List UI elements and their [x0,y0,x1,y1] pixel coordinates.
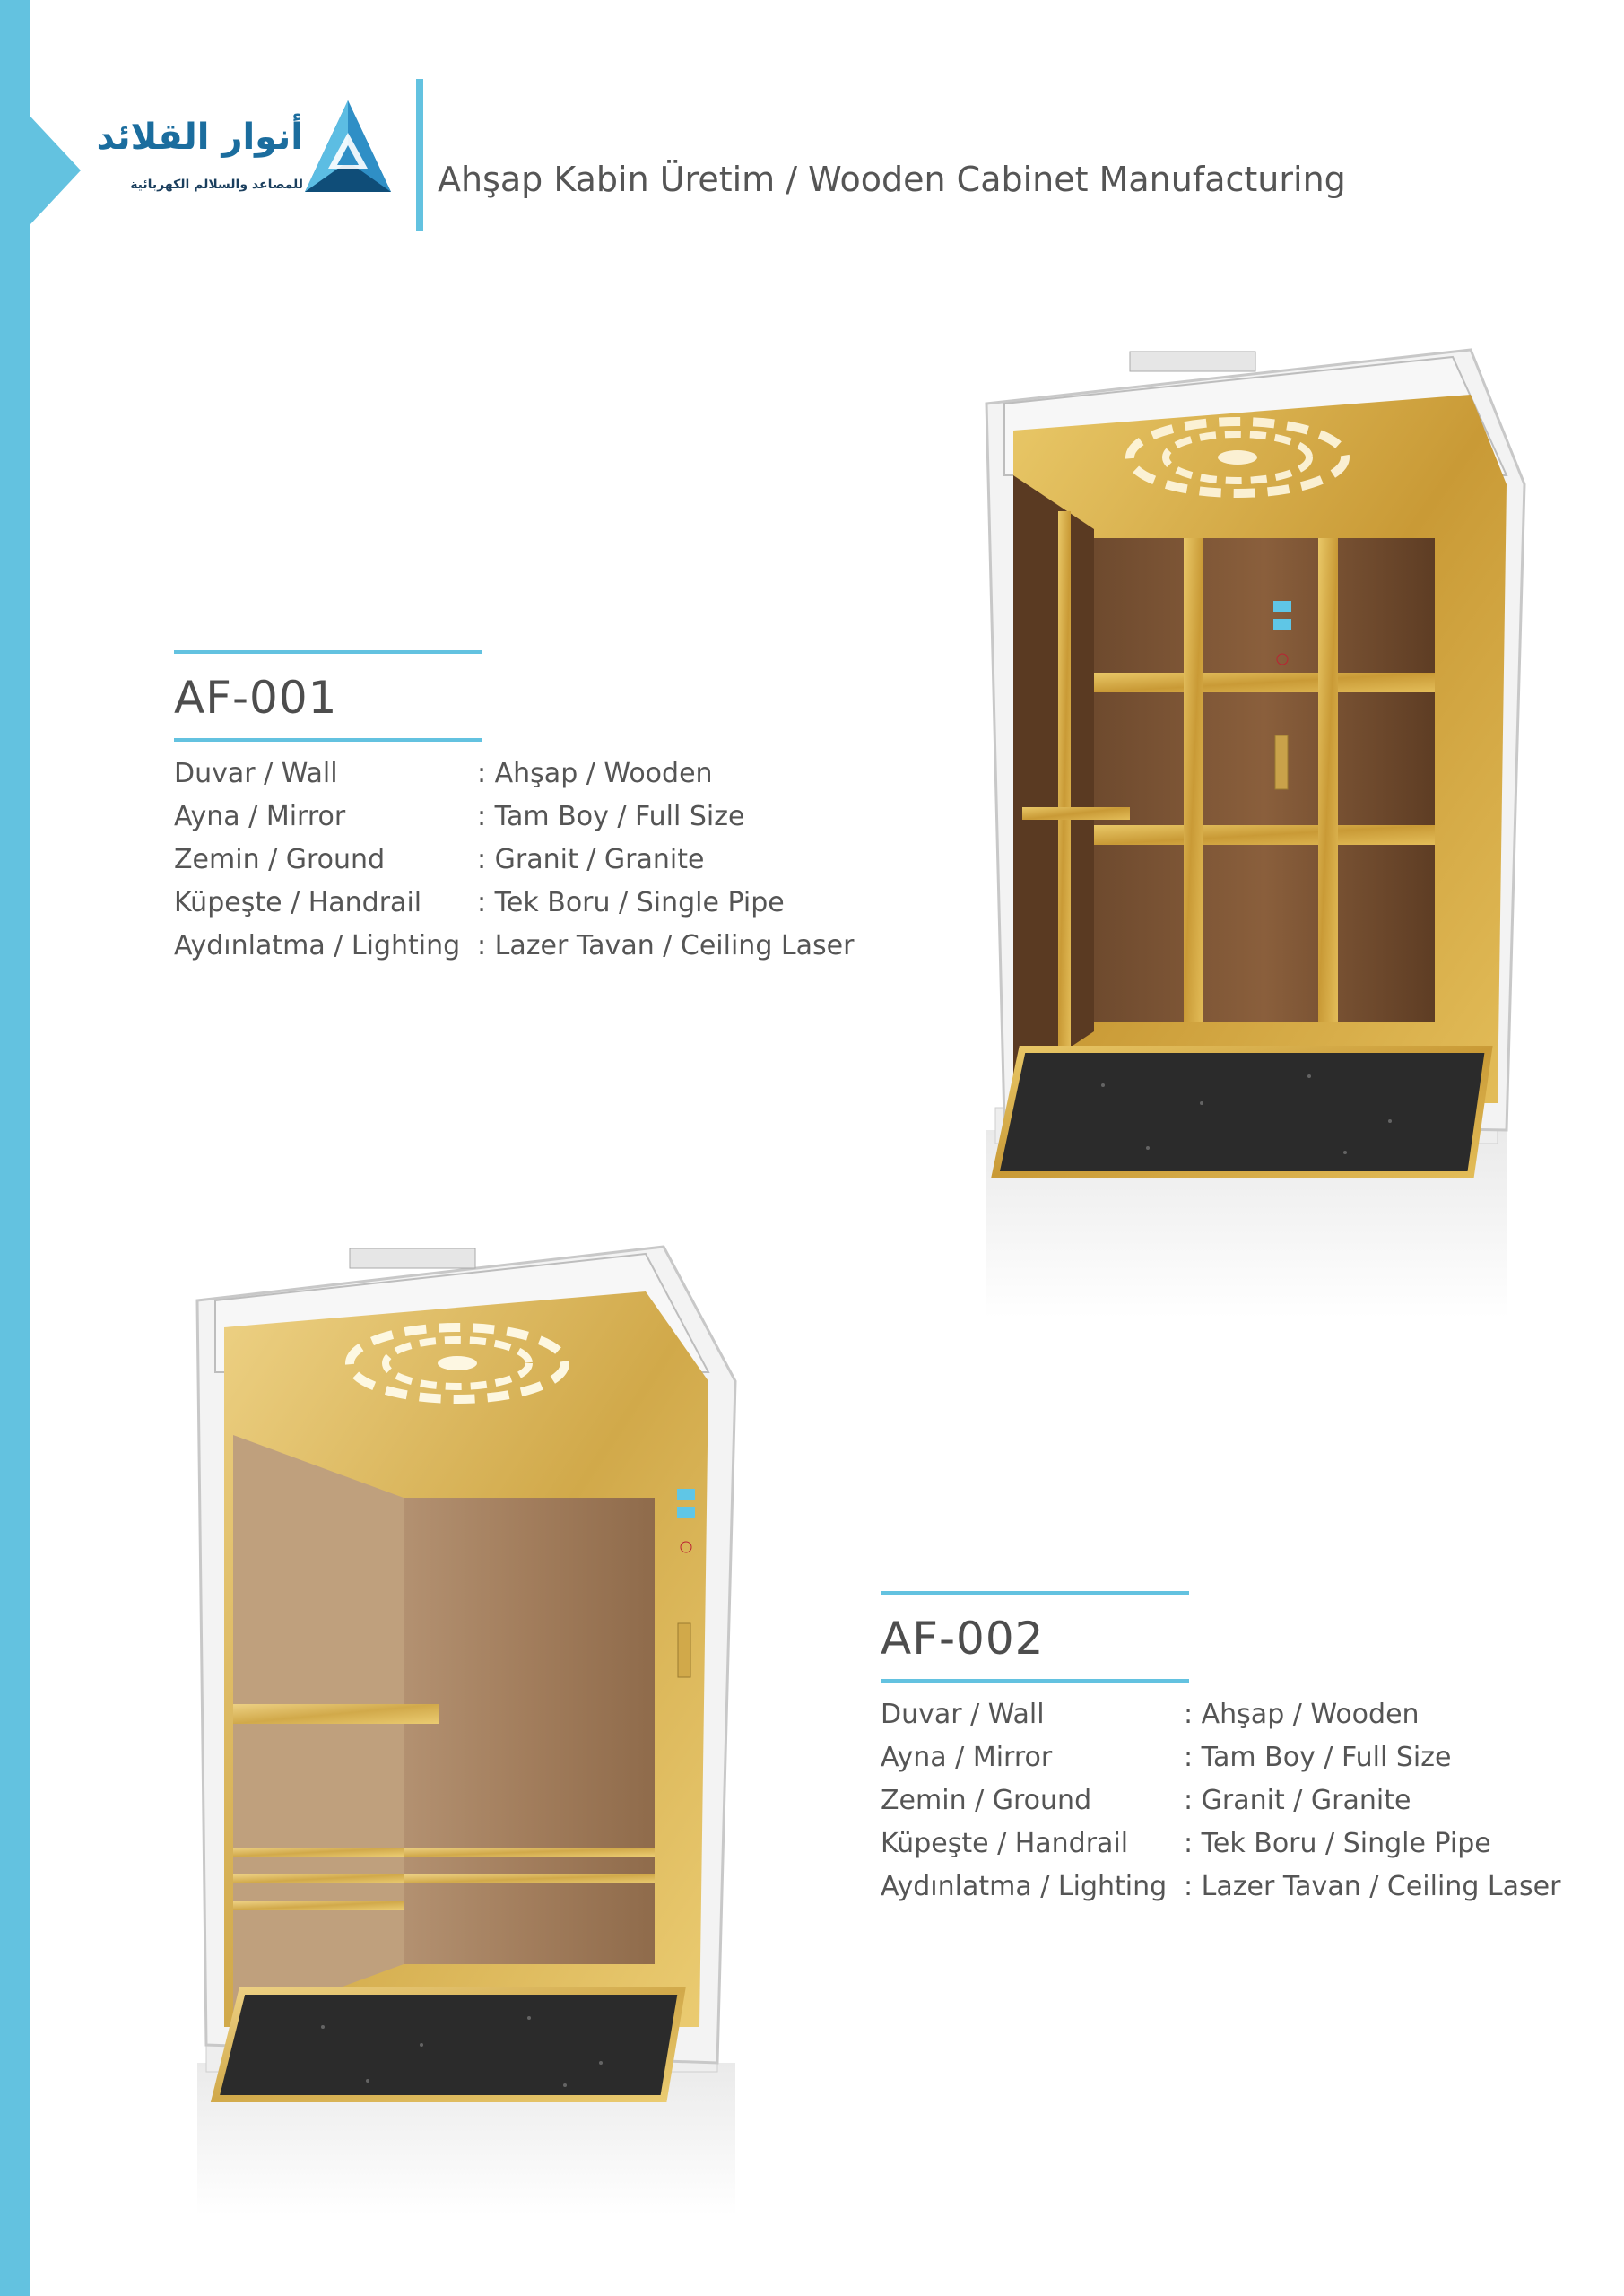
spec-row-handrail [174,882,981,925]
spec-row-mirror [881,1736,1624,1779]
spec-row-wall [881,1693,1624,1736]
spec-row-ground [174,839,981,882]
header-divider [416,79,423,231]
spec-block-af-001 [174,650,981,968]
elevator-cabin-image-af-002 [179,1202,789,2224]
spec-row-mirror [174,796,981,839]
spec-key: Duvar / Wall [881,1699,1045,1730]
spec-row-lighting [174,925,981,968]
spec-table [881,1693,1624,1909]
spec-value: : Tek Boru / Single Pipe [1184,1828,1491,1859]
spec-value: : Granit / Granite [1184,1785,1411,1816]
spec-key: Duvar / Wall [174,758,338,789]
spec-key: Ayna / Mirror [881,1742,1053,1773]
product-code: AF-002 [881,1613,1045,1665]
spec-row-lighting [881,1866,1624,1909]
spec-key: Zemin / Ground [174,844,386,875]
spec-row-wall [174,752,981,796]
product-code: AF-001 [174,672,338,724]
spec-value: : Ahşap / Wooden [477,758,713,789]
spec-rule-bottom [174,738,482,742]
spec-key: Küpeşte / Handrail [881,1828,1129,1859]
spec-key: Zemin / Ground [881,1785,1092,1816]
spec-table [174,752,981,968]
logo-arabic-name: أنوار القلائد [96,117,303,158]
spec-key: Aydınlatma / Lighting [174,930,461,961]
logo-notch [30,117,81,224]
spec-value: : Lazer Tavan / Ceiling Laser [477,930,855,961]
spec-value: : Granit / Granite [477,844,705,875]
logo-triangle-icon [303,99,393,197]
spec-row-handrail [881,1822,1624,1866]
spec-rule-bottom [881,1679,1189,1683]
company-logo [90,99,395,206]
spec-rule-top [881,1591,1189,1595]
spec-value: : Ahşap / Wooden [1184,1699,1420,1730]
logo-arabic-tagline: للمصاعد والسلالم الكهربائية [130,178,303,192]
spec-key: Aydınlatma / Lighting [881,1871,1168,1902]
spec-row-ground [881,1779,1624,1822]
spec-value: : Tek Boru / Single Pipe [477,887,785,918]
spec-key: Ayna / Mirror [174,801,346,832]
elevator-cabin-image-af-001 [968,296,1542,1336]
spec-value: : Lazer Tavan / Ceiling Laser [1184,1871,1561,1902]
spec-key: Küpeşte / Handrail [174,887,422,918]
spec-block-af-002 [881,1591,1624,1909]
spec-value: : Tam Boy / Full Size [1184,1742,1452,1773]
side-accent-strip [0,0,30,2296]
spec-value: : Tam Boy / Full Size [477,801,745,832]
page-title: Ahşap Kabin Üretim / Wooden Cabinet Manufacturing [438,160,1346,199]
spec-rule-top [174,650,482,654]
